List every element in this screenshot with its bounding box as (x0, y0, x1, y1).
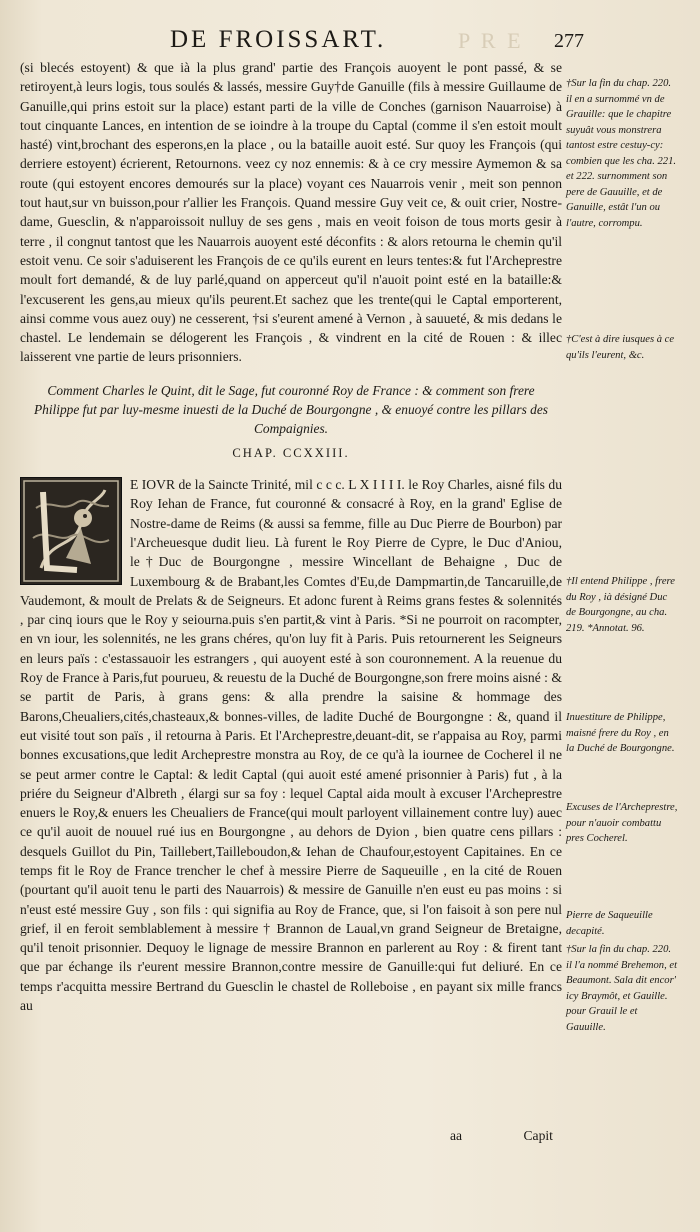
chapter-heading: Comment Charles le Quint, dit le Sage, fut couronné Roy de France : & comment son frere Philippe fut par luy-mesme inuesti de la Duché de Bourgongne , & enuoyé contre les pillars des Compaignies. (33, 382, 549, 436)
margin-note-7: †Sur la fin du chap. 220. il l'a nommé Brehemon, et Beaumont. Sala dit encor' icy Braymôt, et Gauille. pour Grauil le et Gauuille. (566, 944, 678, 1033)
catchword: Capit (523, 1128, 553, 1143)
margin-note-1: †Sur la fin du chap. 220. il en a surnommé vn de Grauille: que le chapitre suyuât vous monstrera tantost estre cestuy-cy: combien que les cha. 221. et 222. surnomment son pere de Gauuille, et de Ganuille, estât l'un ou l'autre, corrompu. (566, 78, 677, 229)
margin-note-2: †C'est à dire iusques à ce qu'ils l'eurent, &c. (566, 334, 675, 361)
paragraph-1: (si blecés estoyent) & que ià la plus grand' partie des François auoyent le pont passé, & se retiroyent,à leurs logis, tous soulés & lassés, messire Guy†de Ganuille (fils à messire Guillaume de Ganuille,qui prins estoit sur la place) estant parti de la ville de Conches (garnison Nauarroise) à tout cinquante Lances, en intention de se ioindre à la troupe du Captal (comme il s'en estoit moult hasté) vint,brochant des esperons,en la place , ou la bataille auoit esté. Sur quoy les François (qui derriere estoyent) écrierent, Retournons. veez cy noz ennemis: & à ce cry messire Aymemon & sa route (qui estoyent encores demourés sur la place) voyant ces Nauarrois venir , meit son pennon tout haut,sur vn buisson,pour r'allier les François. Quand messire Guy veit ce, & ouit crier, Nostre-dame, Guesclin, & n'apparoissoit nulluy de ses gens , mais en veoit foison de tous morts gesir à terre , il congnut tantost que les Nauarrois auoyent esté déconfits : & alors retourna le chemin qu'il estoit venu. Ce soir s'aduiserent les François de ce qu'ils eurent en leurs tentes:& fut l'Archeprestre moult fort demandé, & de luy parlé,quand on apperceut qu'il n'auoit point esté en la bataille:& l'excuserent les gens,au mieux qu'ils peurent.Et sachez que les trente(qui le Captal emporterent, ainsi comme vous auez ouy) ne cesserent, †si s'eurent amené à Vernon , à sauueté, & mis dedans le chastel. Le lendemain se délogerent les François , & vindrent en la cité de Rouen : & illec laisserent vne partie de leurs prisonniers. (20, 60, 562, 365)
running-title: DE FROISSART. (170, 26, 387, 53)
signature-mark: aa (450, 1128, 463, 1143)
page-header (20, 26, 680, 52)
margin-note-3: †Il entend Philippe , frere du Roy , ià désigné Duc de Bourgongne, au cha. 219. *Annotat. 96. (566, 576, 675, 634)
decorated-initial (20, 477, 122, 585)
margin-note-4: Inuestiture de Philippe, maisné frere du Roy , en la Duché de Bourgongne. (566, 712, 675, 754)
ornament-icon (21, 478, 121, 584)
page-number: 277 (554, 30, 584, 52)
main-text-column (20, 58, 562, 1015)
margin-note-5: Excuses de l'Archeprestre, pour n'auoir combattu pres Cocherel. (566, 802, 678, 844)
bleed-through-text: P R E (458, 28, 524, 53)
paragraph-2: E IOVR de la Saincte Trinité, mil c c c. L X I I I I. le Roy Charles, aisné fils du Roy Iehan de France, fut couronné & consacré à Roy, en la grand' Eglise de Nostre-dame de Reims (& aussi sa femme, fille au Duc Pierre de Bourbon) par l'Archeuesque dudit lieu. Là furent le Roy Pierre de Cypre, le Duc d'Aniou, le†Duc de Bourgongne , messire Wincellant de Behaigne , Duc de Luxembourg & de Brabant,les Comtes d'Eu,de Dampmartin,de Tancaruille,de Vaudemont, & moult de Prelats & de Seigneurs. Et adonc furent à Reims grans festes & solennités , par cinq iours que le Roy y seiourna.puis s'en partit,& vint à Paris. *Si ne pourroit on racompter, en vn iour, les solennités, ne les grans chéres, qu'on luy fit à Paris. Puis retournerent les Seigneurs en leurs païs : c'estassauoir les estrangers , qui auoyent esté à son couronnement. A la reuenue du Roy de France à Paris,fut pourueu, & reuestu de la Duché de Bourgongne,son frere moins aisné : & se partit de Paris, à grans gens: & alla prendre la saisine & hommage des Barons,Cheualiers,cités,chasteaux,& bonnes-villes, de ladite Duché de Bourgongne : &, quand il eut visité tout son païs , il retourna à Paris. Et l'Archeprestre,deuant-dit, se r'appaisa au Roy, parmi bonnes excusations,que ledit Archeprestre monstra au Roy, de ce qu'à la iournee de Cocherel il ne se peut armer contre le Captal: & ledit Captal (qui auoit esté amené prisonnier à Paris) fut , à la priére du Seigneur d'Albreth , élargi sur sa foy : lequel Captal aida moult à excuser l'Archeprestre enuers le Roy,& enuers les Cheualiers de France(qui moult parloyent villainement contre luy) auec ce qu'il auoit de nouuel rué ius en Bourgongne , au dehors de Dyion , bien quatre cens pillars : desquels Guillot du Pin, Taillebert,Tailleboudon,& Iehan de Chaufour,estoyent Capitaines. En ce temps fit le Roy de France trencher le chef à messire Pierre de Saqueuille , en la cité de Rouen (pourtant qu'il auoit tenu le parti des Nauarrois) & messire de Ganuille n'en eust eu pas moins : si n'eust esté messire Guy , son fils : qui signifia au Roy de France, que, si l'on faisoit à son pere nul grief, il en feroit semblablement à messire † Brannon de Laual,vn grand Seigneur de Bretaigne, qu'il tenoit prisonnier. Dequoy le lignage de messire Brannon en parlerent au Roy : & firent tant que par échange ils r'eurent messire Brannon,contre messire de Ganuille:qui fut deliuré. En ce temps r'acquitta messire Bertrand du Guesclin le chastel de Rolleboise , en payant six mille francs au (20, 477, 562, 1014)
catchline (450, 1128, 560, 1144)
chapter-number: CHAP. CCXXIII. (232, 445, 350, 460)
margin-note-6: Pierre de Saqueuille decapité. (566, 910, 653, 937)
